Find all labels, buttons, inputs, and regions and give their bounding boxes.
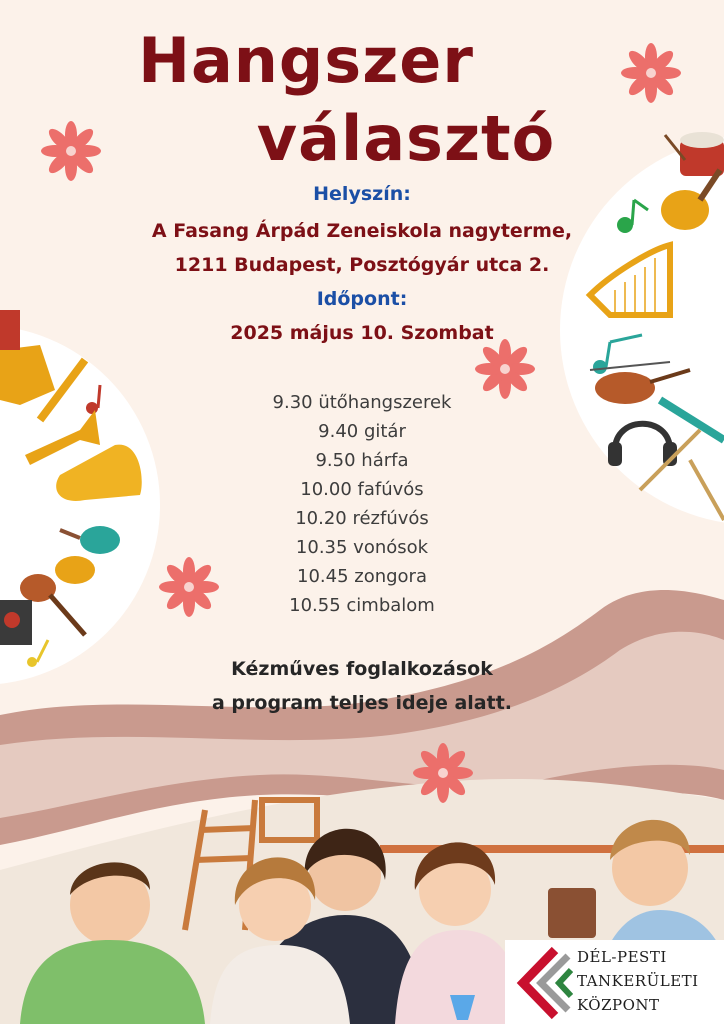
poster-title-line-2: választó (256, 102, 556, 175)
schedule-item: 10.45 zongora (297, 566, 427, 587)
flower-icon (412, 742, 474, 804)
logo-line-2: TANKERÜLETI (577, 972, 699, 990)
logo-emblem-icon (513, 946, 573, 1020)
schedule-item: 9.30 ütőhangszerek (272, 392, 452, 413)
schedule-list (0, 388, 724, 620)
time-label: Időpont: (316, 288, 408, 310)
schedule-item: 10.00 fafúvós (300, 479, 424, 500)
logo-line-3: KÖZPONT (577, 996, 660, 1014)
event-date: 2025 május 10. Szombat (230, 322, 494, 344)
crafts-line-2: a program teljes ideje alatt. (211, 692, 513, 714)
schedule-item: 9.50 hárfa (315, 450, 409, 471)
location-label: Helyszín: (313, 183, 411, 205)
schedule-item: 9.40 gitár (318, 421, 406, 442)
location-line-1: A Fasang Árpád Zeneiskola nagyterme, (151, 220, 573, 242)
schedule-item: 10.35 vonósok (295, 537, 429, 558)
crafts-line-1: Kézműves foglalkozások (231, 658, 493, 680)
schedule-item: 10.55 cimbalom (289, 595, 435, 616)
location-line-2: 1211 Budapest, Posztógyár utca 2. (174, 254, 550, 276)
poster-title-line-1: Hangszer (138, 24, 474, 97)
organization-logo (505, 940, 724, 1024)
schedule-item: 10.20 rézfúvós (295, 508, 429, 529)
logo-line-1: DÉL-PESTI (577, 948, 667, 966)
